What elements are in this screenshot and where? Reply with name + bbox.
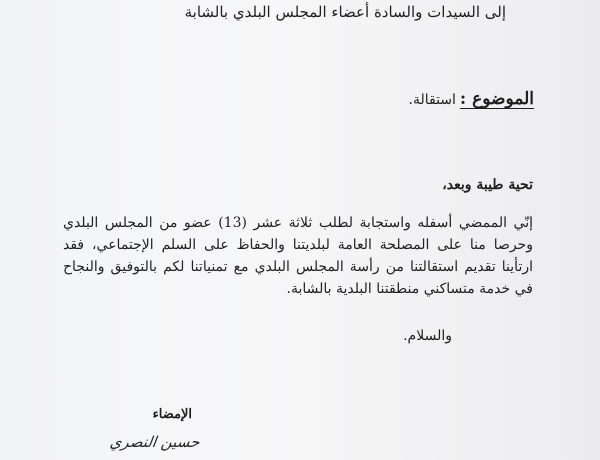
letter-greeting: تحية طيبة وبعد، — [442, 177, 533, 193]
letter-body: إنّي الممضي أسفله واستجابة لطلب ثلاثة عشر (13) عضو من المجلس البلدي وحرصا منا على المصلحة العامة لبلديتنا والحفاظ على السلم الإجتماعي، فقد ارتأينا تقديم استقالتنا من رأسة المجلس البلدي مع تمنياتنا لكم بالتوفيق والنجاح في خدمة متساكني منطقتنا البلدية بالشابة. — [63, 215, 533, 297]
letter-closing: والسلام. — [403, 328, 452, 344]
signature-name: حسين النصري — [109, 433, 202, 451]
letter-subject — [409, 89, 535, 109]
subject-label: الموضوع : — [459, 89, 534, 109]
signature-label: الإمضاء — [152, 407, 192, 422]
subject-value: استقالة. — [408, 92, 456, 108]
letter-addressee: إلى السيدات والسادة أعضاء المجلس البلدي بالشابة — [184, 3, 506, 21]
